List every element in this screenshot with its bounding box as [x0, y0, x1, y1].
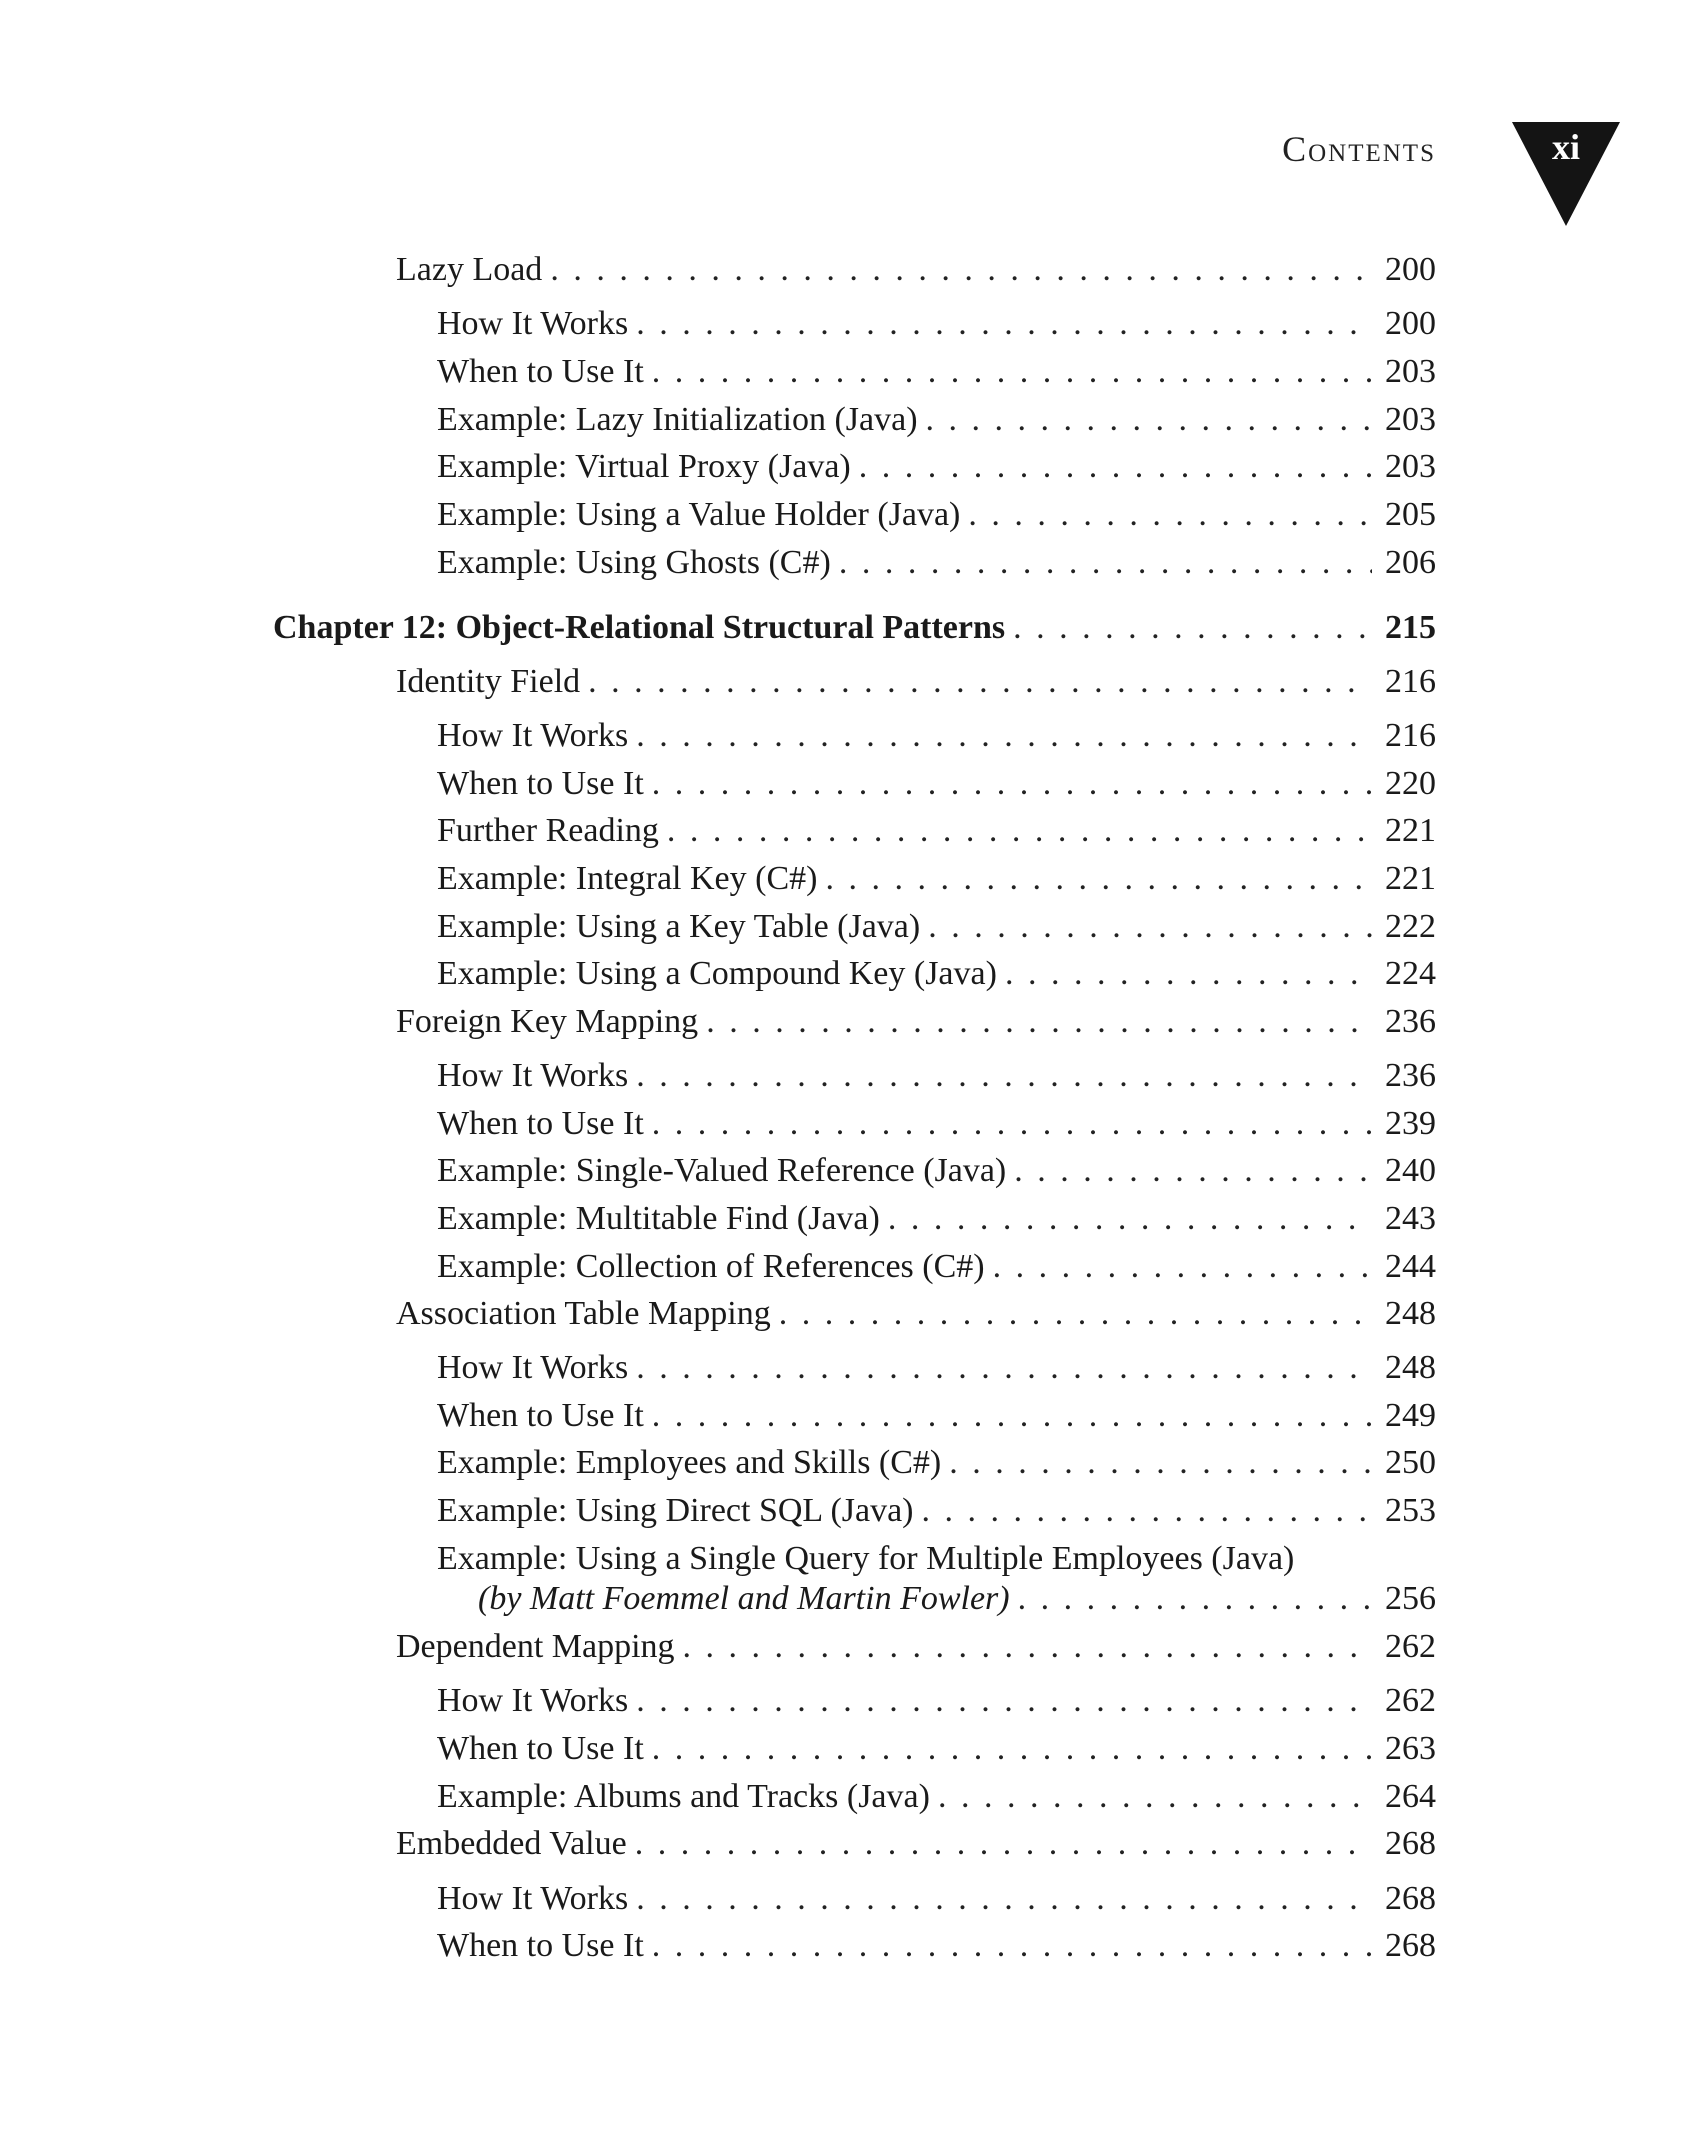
- dot-leader: [652, 1396, 1372, 1436]
- dot-leader: [928, 907, 1372, 947]
- toc-entry: [437, 495, 1436, 535]
- dot-leader: [859, 447, 1372, 487]
- toc-entry-page: 250: [1385, 1444, 1436, 1481]
- toc-entry-title: How It Works: [437, 305, 629, 342]
- toc-entry-page: 224: [1385, 955, 1436, 992]
- dot-leader: [683, 1627, 1372, 1667]
- toc-entry: [437, 1247, 1436, 1287]
- toc-entry-page: 220: [1385, 765, 1436, 802]
- dot-leader: [636, 1348, 1372, 1388]
- dot-leader: [949, 1443, 1372, 1483]
- dot-leader: [968, 495, 1372, 535]
- toc-entry: [437, 716, 1436, 756]
- toc-entry-title: How It Works: [437, 1682, 629, 1719]
- toc-entry: [437, 543, 1436, 583]
- dot-leader: [667, 811, 1372, 851]
- dot-leader: [922, 1491, 1373, 1531]
- toc-entry-title: How It Works: [437, 1880, 629, 1917]
- toc-entry: [396, 1627, 1436, 1667]
- toc-entry: [396, 1002, 1436, 1042]
- toc-entry-title: Embedded Value: [396, 1825, 627, 1862]
- toc-entry-page: 221: [1385, 860, 1436, 897]
- toc-entry-title: When to Use It: [437, 353, 644, 390]
- toc-entry-page: 221: [1385, 812, 1436, 849]
- toc-entry: [437, 811, 1436, 851]
- toc-entry: [437, 304, 1436, 344]
- toc-entry: [437, 1681, 1436, 1721]
- dot-leader: [706, 1002, 1372, 1042]
- toc-entry-page: 236: [1385, 1057, 1436, 1094]
- dot-leader: [588, 662, 1372, 702]
- toc-entry-title: Dependent Mapping: [396, 1628, 675, 1665]
- toc-entry-title: Foreign Key Mapping: [396, 1003, 699, 1040]
- dot-leader: [1018, 1579, 1372, 1619]
- toc-entry: [437, 1056, 1436, 1096]
- toc-entry: [437, 907, 1436, 947]
- toc-entry: [437, 400, 1436, 440]
- toc-entry-title: Example: Using Ghosts (C#): [437, 544, 831, 581]
- dot-leader: [652, 1729, 1372, 1769]
- toc-entry: [437, 1348, 1436, 1388]
- toc-entry: [437, 1443, 1436, 1483]
- toc-entry-page: 253: [1385, 1492, 1436, 1529]
- toc-entry-page: 200: [1385, 251, 1436, 288]
- toc-entry-title: How It Works: [437, 1057, 629, 1094]
- toc-entry: [437, 447, 1436, 487]
- toc-entry-page: 243: [1385, 1200, 1436, 1237]
- toc-entry-title: How It Works: [437, 1349, 629, 1386]
- toc-entry-title: When to Use It: [437, 765, 644, 802]
- toc-entry-page: 200: [1385, 305, 1436, 342]
- dot-leader: [636, 1879, 1372, 1919]
- toc-entry-title: How It Works: [437, 717, 629, 754]
- toc-entry-page: 205: [1385, 496, 1436, 533]
- toc-entry: [437, 1879, 1436, 1919]
- toc-entry-title: When to Use It: [437, 1397, 644, 1434]
- toc-entry-title: Example: Using a Value Holder (Java): [437, 496, 961, 533]
- toc-entry-page: 203: [1385, 401, 1436, 438]
- dot-leader: [652, 1104, 1372, 1144]
- dot-leader: [1013, 608, 1372, 648]
- toc-entry-title: Chapter 12: Object-Relational Structural Patterns: [273, 609, 1006, 646]
- dot-leader: [635, 1824, 1372, 1864]
- toc-entry-page: 203: [1385, 448, 1436, 485]
- toc-entry: [437, 1777, 1436, 1817]
- toc-entry-title: When to Use It: [437, 1105, 644, 1142]
- toc-entry-page: 256: [1385, 1580, 1436, 1617]
- dot-leader: [652, 1926, 1372, 1966]
- toc-entry-title: Example: Virtual Proxy (Java): [437, 448, 851, 485]
- toc-entry-title: Example: Lazy Initialization (Java): [437, 401, 918, 438]
- toc-entry-title: Example: Using Direct SQL (Java): [437, 1492, 914, 1529]
- toc-entry-title: Example: Albums and Tracks (Java): [437, 1778, 930, 1815]
- toc-entry-title: Association Table Mapping: [396, 1295, 771, 1332]
- dot-leader: [926, 400, 1372, 440]
- toc-entry-page: 262: [1385, 1682, 1436, 1719]
- dot-leader: [779, 1294, 1372, 1334]
- dot-leader: [839, 543, 1372, 583]
- running-head: Contents: [1282, 129, 1436, 169]
- dot-leader: [550, 250, 1372, 290]
- toc-entry-title: Example: Multitable Find (Java): [437, 1200, 880, 1237]
- dot-leader: [636, 304, 1372, 344]
- page-number: xi: [1551, 127, 1580, 167]
- toc-entry-title: Further Reading: [437, 812, 659, 849]
- toc-entry: [437, 1926, 1436, 1966]
- toc-entry-page: 262: [1385, 1628, 1436, 1665]
- toc-entry-page: 215: [1385, 609, 1436, 646]
- toc-entry: [437, 954, 1436, 994]
- toc-entry-title: Example: Using a Compound Key (Java): [437, 955, 997, 992]
- toc-entry: [437, 1491, 1436, 1531]
- toc-entry-page: 249: [1385, 1397, 1436, 1434]
- toc-entry-title: Example: Employees and Skills (C#): [437, 1444, 942, 1481]
- dot-leader: [652, 352, 1372, 392]
- toc-entry-title: When to Use It: [437, 1730, 644, 1767]
- toc-entry: [437, 1396, 1436, 1436]
- toc-entry: [396, 250, 1436, 290]
- dot-leader: [636, 1681, 1372, 1721]
- toc-entry-page: 239: [1385, 1105, 1436, 1142]
- dot-leader: [1005, 954, 1372, 994]
- toc-entry: [396, 662, 1436, 702]
- dot-leader: [938, 1777, 1372, 1817]
- toc-entry-continuation: [478, 1579, 1436, 1619]
- toc-entry-page: 248: [1385, 1295, 1436, 1332]
- toc-chapter-entry: [273, 608, 1436, 648]
- toc-entry-page: 203: [1385, 353, 1436, 390]
- toc-entry: [437, 1199, 1436, 1239]
- toc-entry-page: 216: [1385, 717, 1436, 754]
- toc-entry-page: 263: [1385, 1730, 1436, 1767]
- toc-entry-page: 240: [1385, 1152, 1436, 1189]
- toc-entry: [437, 764, 1436, 804]
- toc-entry-page: 206: [1385, 544, 1436, 581]
- toc-entry-title: Example: Single-Valued Reference (Java): [437, 1152, 1007, 1189]
- toc-entry: [437, 1539, 1436, 1579]
- toc-entry-page: 244: [1385, 1248, 1436, 1285]
- toc-entry: [437, 859, 1436, 899]
- dot-leader: [825, 859, 1372, 899]
- toc-entry-title: (by Matt Foemmel and Martin Fowler): [478, 1580, 1010, 1617]
- toc-entry: [437, 1104, 1436, 1144]
- toc-entry-title: Identity Field: [396, 663, 581, 700]
- dot-leader: [652, 764, 1372, 804]
- dot-leader: [636, 716, 1372, 756]
- toc-entry: [396, 1824, 1436, 1864]
- toc-entry: [396, 1294, 1436, 1334]
- toc-entry: [437, 1729, 1436, 1769]
- toc-entry-page: 248: [1385, 1349, 1436, 1386]
- toc-entry-title: Example: Collection of References (C#): [437, 1248, 985, 1285]
- toc-entry-title: Lazy Load: [396, 251, 543, 288]
- toc-entry-title: Example: Using a Key Table (Java): [437, 908, 921, 945]
- toc-entry-title: Example: Using a Single Query for Multiple Employees (Java): [437, 1540, 1295, 1577]
- dot-leader: [636, 1056, 1372, 1096]
- dot-leader: [888, 1199, 1372, 1239]
- toc-entry-page: 268: [1385, 1927, 1436, 1964]
- toc-entry: [437, 352, 1436, 392]
- toc-entry-title: When to Use It: [437, 1927, 644, 1964]
- dot-leader: [1014, 1151, 1372, 1191]
- toc-entry-page: 264: [1385, 1778, 1436, 1815]
- toc-entry-page: 268: [1385, 1880, 1436, 1917]
- toc-entry-page: 216: [1385, 663, 1436, 700]
- toc-entry-page: 222: [1385, 908, 1436, 945]
- toc-entry-title: Example: Integral Key (C#): [437, 860, 818, 897]
- dot-leader: [993, 1247, 1372, 1287]
- toc-entry: [437, 1151, 1436, 1191]
- toc-entry-page: 236: [1385, 1003, 1436, 1040]
- toc-entry-page: 268: [1385, 1825, 1436, 1862]
